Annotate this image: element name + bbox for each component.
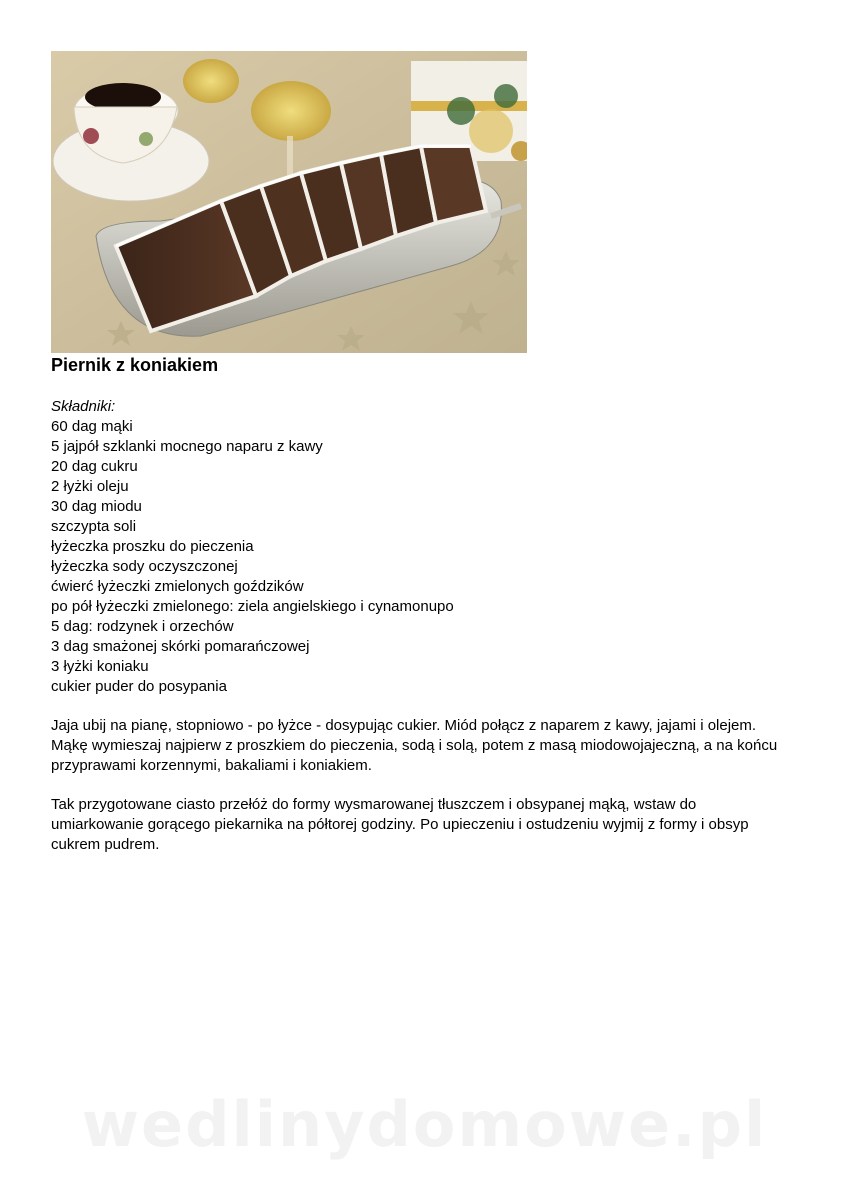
ingredient-item: 2 łyżki oleju	[51, 478, 129, 495]
site-watermark: wedlinydomowe.pl	[81, 1088, 768, 1161]
instructions-paragraph-2: Tak przygotowane ciasto przełóż do formy wysmarowanej tłuszczem i obsypanej mąką, wstaw do umiarkowanie gorącego piekarnika na półtorej godziny. Po upieczeniu i ostudzeniu wyjmij z formy i obsyp cukrem pudrem.	[51, 796, 749, 853]
gingerbread-illustration	[51, 51, 527, 353]
ingredient-item: 3 dag smażonej skórki pomarańczowej	[51, 638, 310, 655]
ingredient-item: szczypta soli	[51, 518, 137, 535]
ingredient-item: 3 łyżki koniaku	[51, 658, 149, 675]
ingredients-list	[51, 397, 454, 697]
ingredient-item: 20 dag cukru	[51, 458, 138, 475]
gingerbread-photo	[51, 51, 527, 353]
ingredient-item: łyżeczka sody oczyszczonej	[51, 558, 238, 575]
ingredient-item: 30 dag miodu	[51, 498, 142, 515]
ingredient-item: 5 dag: rodzynek i orzechów	[51, 618, 234, 635]
ingredient-item: łyżeczka proszku do pieczenia	[51, 538, 254, 555]
ingredients-heading: Składniki:	[51, 398, 116, 415]
recipe-title: Piernik z koniakiem	[51, 355, 219, 375]
ingredient-item: cukier puder do posypania	[51, 678, 227, 695]
ingredient-item: ćwierć łyżeczki zmielonych goździków	[51, 578, 304, 595]
instructions-paragraph-1: Jaja ubij na pianę, stopniowo - po łyżce - dosypując cukier. Miód połącz z naparem z kawy, jajami i olejem. Mąkę wymieszaj najpierw z proszkiem do pieczenia, sodą i solą, potem z masą miodowojajeczną, a na końcu przyprawami korzennymi, bakaliami i koniakiem.	[51, 717, 778, 774]
ingredient-item: 5 jajpół szklanki mocnego naparu z kawy	[51, 438, 323, 455]
ingredient-item: 60 dag mąki	[51, 418, 133, 435]
ingredient-item: po pół łyżeczki zmielonego: ziela angielskiego i cynamonupo	[51, 598, 454, 615]
